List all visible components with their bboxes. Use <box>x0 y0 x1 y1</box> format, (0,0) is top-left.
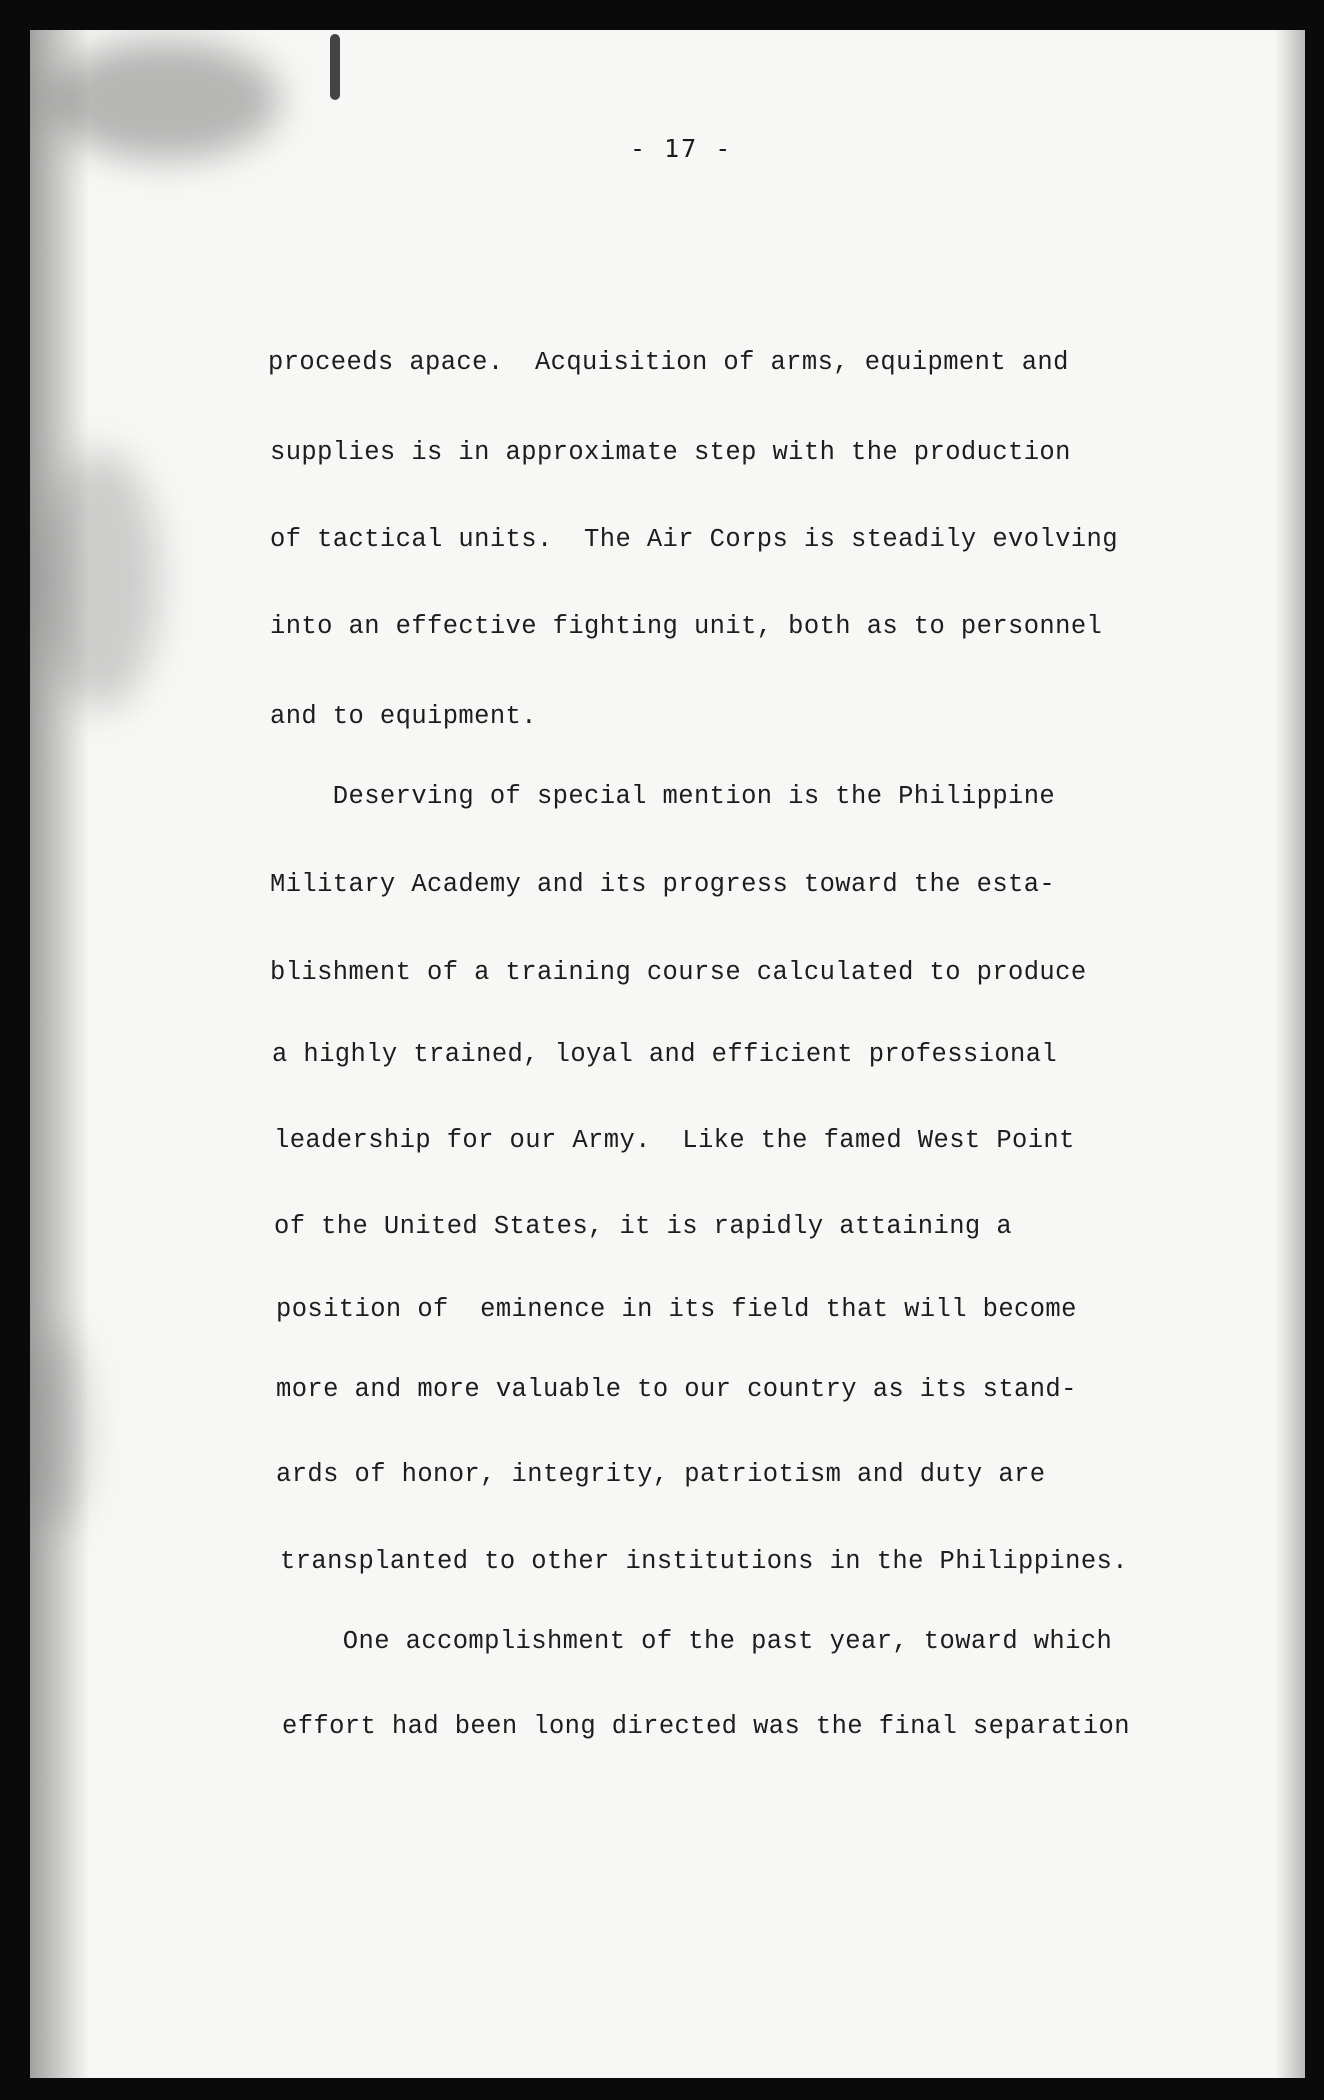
text-line-5: and to equipment. <box>270 702 537 731</box>
smudge-left-lower <box>30 1330 90 1530</box>
text-line-16: One accomplishment of the past year, toward which <box>280 1627 1113 1656</box>
text-line-7: Military Academy and its progress toward the esta- <box>270 870 1056 899</box>
smudge-top-left <box>50 40 280 160</box>
text-line-12: position of eminence in its field that will become <box>276 1295 1077 1324</box>
right-edge-shadow <box>1275 30 1305 2078</box>
text-line-15: transplanted to other institutions in the Philippines. <box>280 1547 1128 1576</box>
text-line-2: supplies is in approximate step with the production <box>270 438 1071 467</box>
text-line-17: effort had been long directed was the final separation <box>282 1712 1130 1741</box>
left-edge-shadow <box>30 30 90 2078</box>
text-line-3: of tactical units. The Air Corps is steadily evolving <box>270 525 1118 554</box>
paper-clip-mark <box>330 34 340 100</box>
smudge-left-middle <box>40 450 160 710</box>
text-line-6: Deserving of special mention is the Philippine <box>270 782 1056 811</box>
page-number: - 17 - <box>630 134 733 163</box>
text-line-11: of the United States, it is rapidly attaining a <box>274 1212 1013 1241</box>
text-line-4: into an effective fighting unit, both as to personnel <box>270 612 1103 641</box>
text-line-1: proceeds apace. Acquisition of arms, equipment and <box>268 348 1069 377</box>
text-line-8: blishment of a training course calculated to produce <box>270 958 1087 987</box>
text-line-10: leadership for our Army. Like the famed West Point <box>274 1126 1075 1155</box>
text-line-14: ards of honor, integrity, patriotism and duty are <box>276 1460 1046 1489</box>
text-line-9: a highly trained, loyal and efficient professional <box>272 1040 1058 1069</box>
document-page <box>30 30 1305 2078</box>
text-line-13: more and more valuable to our country as its stand- <box>276 1375 1077 1404</box>
